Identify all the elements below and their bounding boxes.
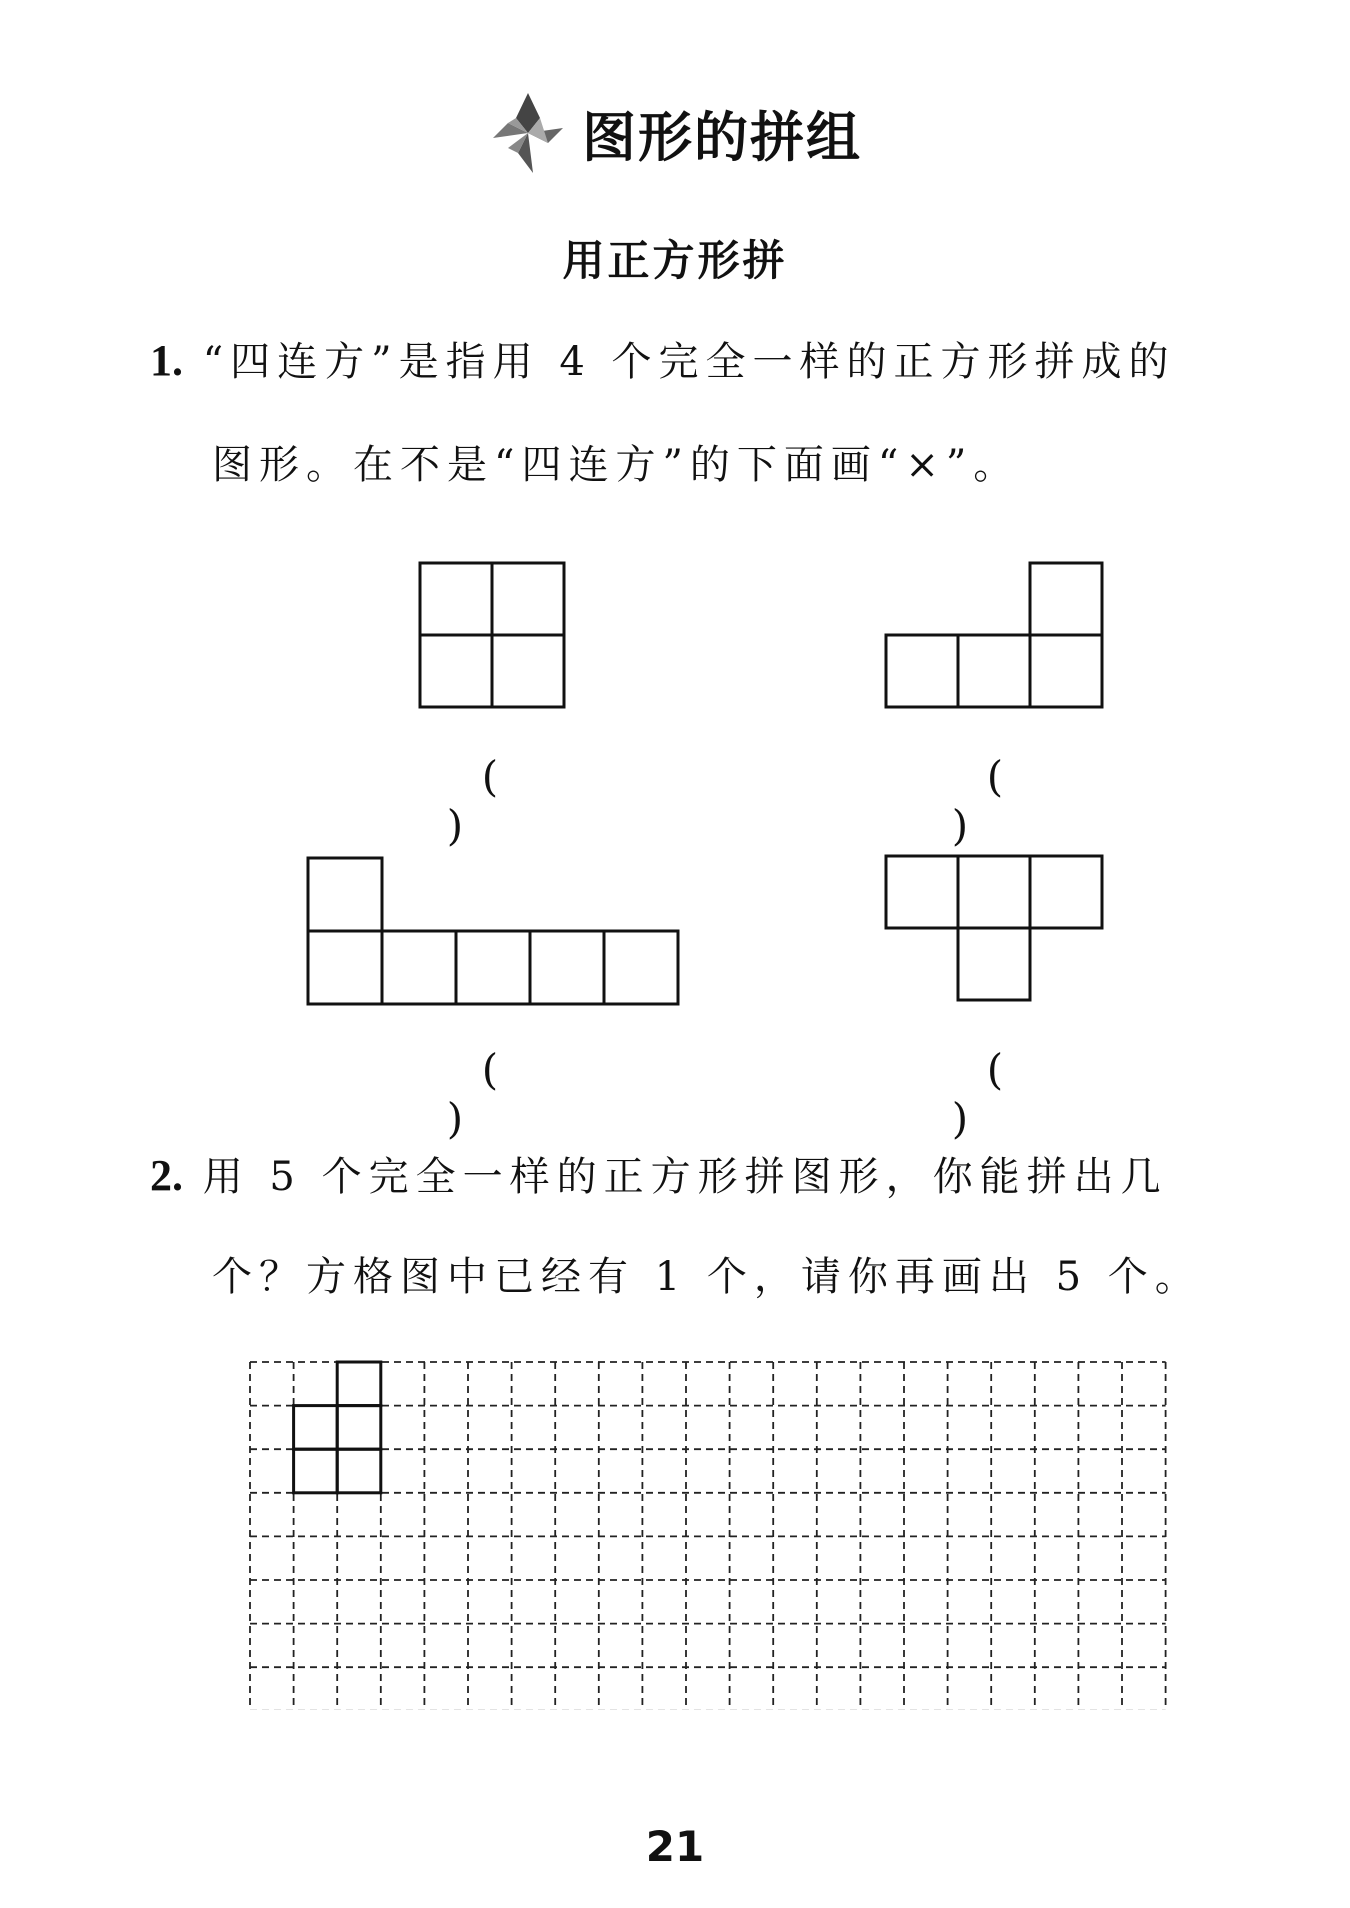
answer-blank-1[interactable]: ( ) — [446, 752, 569, 850]
shape-l — [886, 563, 1102, 707]
answer-blank-2[interactable]: ( ) — [951, 752, 1074, 850]
question-1-number: 1. — [150, 336, 183, 385]
example-pentomino-cell — [294, 1406, 338, 1450]
question-2-text-1: 用 5 个完全一样的正方形拼图形，你能拼出几 — [202, 1154, 1168, 1200]
answer-blank-4[interactable]: ( ) — [951, 1045, 1074, 1143]
shape-t — [886, 856, 1102, 1000]
question-2-line-1 — [150, 1145, 1168, 1202]
title-text: 图形的拼组 — [582, 105, 862, 169]
section-subtitle: 用正方形拼 — [562, 236, 788, 285]
page-number: 21 — [645, 1822, 705, 1871]
dashed-drawing-grid[interactable] — [248, 1360, 1168, 1710]
example-pentomino-cell — [294, 1449, 338, 1493]
shape-long-l — [308, 858, 678, 1004]
shape-square-2x2 — [420, 563, 564, 707]
example-pentomino-cell — [337, 1449, 381, 1493]
question-2-line-2: 个？方格图中已经有 1 个，请你再画出 5 个。 — [212, 1254, 1202, 1300]
example-pentomino-cell — [337, 1406, 381, 1450]
question-1-text-1: “四连方”是指用 4 个完全一样的正方形拼成的 — [202, 339, 1176, 385]
question-2-number: 2. — [150, 1151, 183, 1200]
answer-blank-3[interactable]: ( ) — [446, 1045, 569, 1143]
example-pentomino-cell — [337, 1362, 381, 1406]
question-1-line-2: 图形。在不是“四连方”的下面画“×”。 — [212, 442, 1021, 488]
